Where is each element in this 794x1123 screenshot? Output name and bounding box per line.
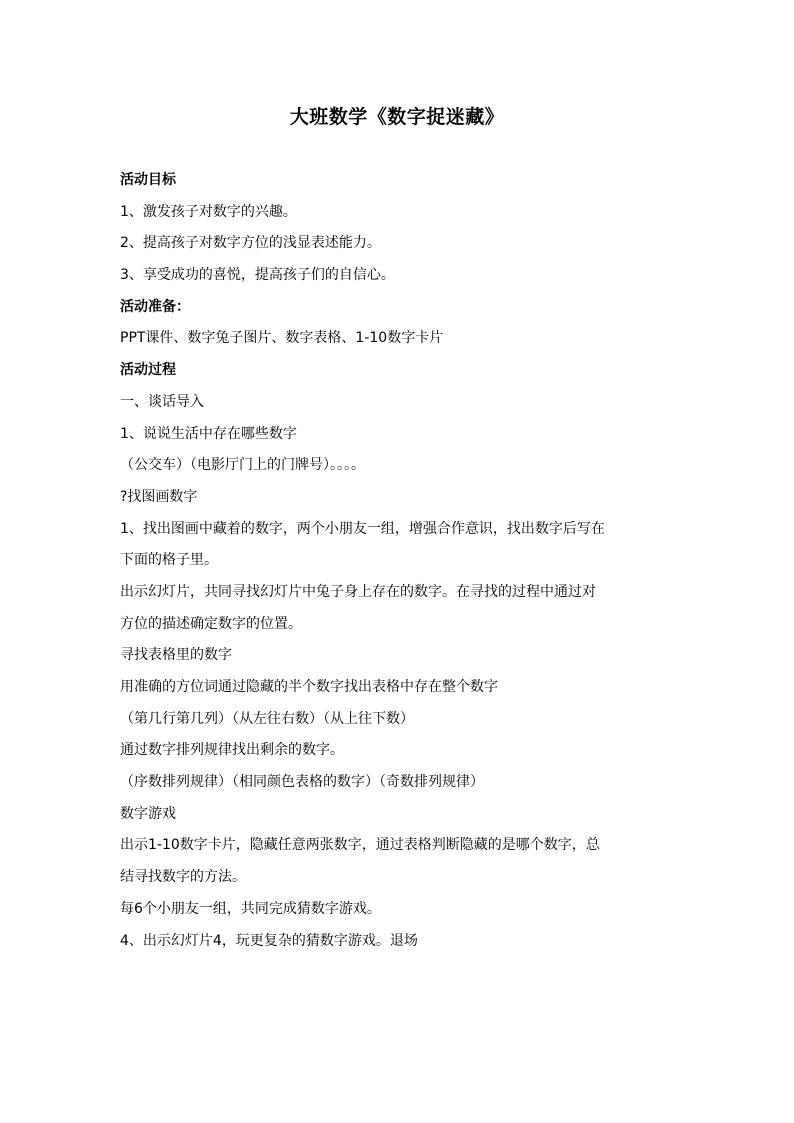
paragraph-line: 结寻找数字的方法。 [120,869,246,886]
document-body [120,165,680,957]
paragraph-line: 通过数字排列规律找出剩余的数字。 [120,742,344,759]
section-heading: 活动目标 [120,172,176,188]
paragraph-line: 出示幻灯片，共同寻找幻灯片中兔子身上存在的数字。在寻找的过程中通过对 [120,583,596,600]
paragraph-line: PPT课件、数字兔子图片、数字表格、1-10数字卡片 [120,330,444,347]
paragraph-line: （第几行第几列）（从左往右数）（从上往下数） [120,710,414,727]
section-heading: 活动准备： [120,298,190,315]
page-title: 大班数学《数字捉迷藏》 [289,106,505,128]
paragraph-line: 数字游戏 [120,805,176,822]
paragraph-line: 3、享受成功的喜悦，提高孩子们的自信心。 [120,267,395,284]
section-heading: 活动过程 [120,362,176,379]
paragraph-line: （序数排列规律）（相同颜色表格的数字）（奇数排列规律） [120,774,484,791]
paragraph-line: 每6个小朋友一组，共同完成猜数字游戏。 [120,900,381,917]
paragraph-line: 下面的格子里。 [120,552,218,569]
paragraph-line: 2、提高孩子对数字方位的浅显表述能力。 [120,235,381,252]
paragraph-line: 方位的描述确定数字的位置。 [120,615,302,632]
paragraph-line: 寻找表格里的数字 [120,647,232,664]
paragraph-line: 一、谈话导入 [120,393,204,410]
paragraph-line: 1、找出图画中藏着的数字，两个小朋友一组，增强合作意识，找出数字后写在 [120,520,605,537]
paragraph-line: 4、出示幻灯片4，玩更复杂的猜数字游戏。退场 [120,932,418,949]
paragraph-line: 1、说说生活中存在哪些数字 [120,425,297,442]
paragraph-line: ?找图画数字 [120,488,198,505]
paragraph-line: （公交车）（电影厅门上的门牌号）。。。。 [120,457,365,474]
paragraph-line: 出示1-10数字卡片，隐藏任意两张数字，通过表格判断隐藏的是哪个数字，总 [120,837,600,854]
paragraph-line: 用准确的方位词通过隐藏的半个数字找出表格中存在整个数字 [120,679,498,695]
paragraph-line: 1、激发孩子对数字的兴趣。 [120,203,297,220]
